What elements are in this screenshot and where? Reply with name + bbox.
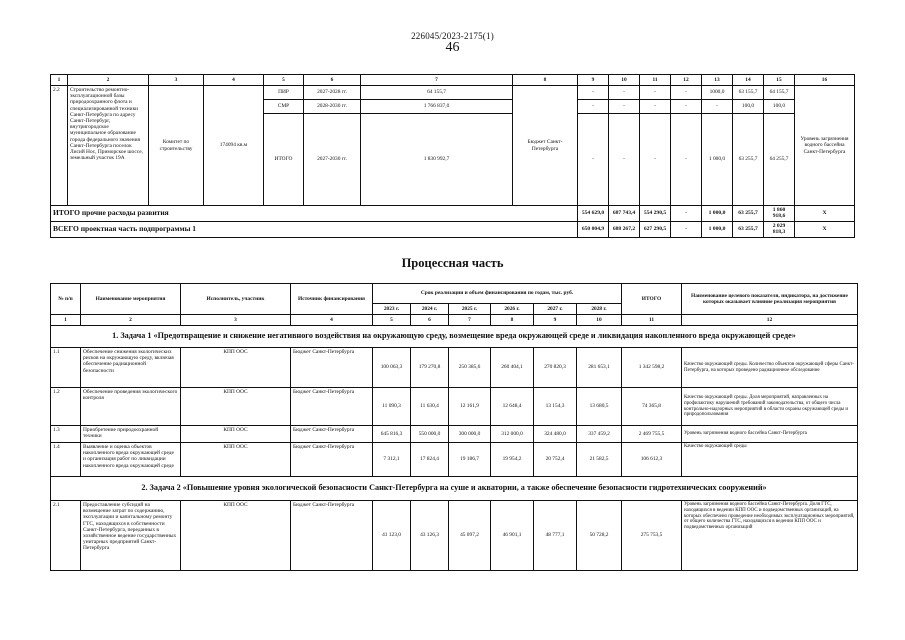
header-name: Наименование мероприятия	[81, 284, 181, 315]
total-value: 688 267,2	[609, 221, 640, 237]
document-number: 226045/2023-2175(1)	[411, 31, 494, 41]
value-cell: 300 000,0	[449, 426, 491, 443]
value-cell: 11 630,4	[411, 388, 449, 426]
col-num: 3	[149, 75, 204, 86]
value-cell: 64 255,7	[764, 114, 795, 206]
stage: ПИР	[264, 86, 304, 100]
value-cell: -	[702, 100, 733, 114]
executor: КПП ООС	[181, 501, 291, 571]
row-total: 106 612,3	[622, 443, 682, 477]
year-header: 2023 г.	[373, 304, 411, 315]
col-num: 3	[181, 315, 291, 326]
executor: КПП ООС	[181, 388, 291, 426]
row-number: 1.1	[51, 348, 81, 388]
value-cell: -	[578, 86, 609, 100]
section-title: Процессная часть	[401, 256, 504, 270]
value-cell: 11 090,3	[373, 388, 411, 426]
task-row	[51, 477, 858, 501]
total-value: -	[671, 206, 702, 222]
value-cell: 20 752,4	[534, 443, 577, 477]
col-num: 5	[373, 315, 411, 326]
total-mark: X	[795, 221, 855, 237]
value-cell: -	[640, 114, 671, 206]
measure-name: Предоставление субсидий на возмещение затрат по содержанию, эксплуатации и капитальному ремонту ГТС, находящихся в собственности Санкт-Петербурга, переданных в хозяйственное ведение государственных унитарных предприятий Санкт-Петербурга	[81, 501, 181, 571]
col-num: 8	[491, 315, 534, 326]
measure-name: Строительство ремонтно-эксплуатационной базы природоохранного флота и специализированной техники Санкт-Петербурга по адресу Санкт-Петербург, внутригородское муниципальное образование города федерального значения Санкт-Петербурга поселок Лисий Нос, Приморское шоссе, земельный участок 19А	[68, 86, 149, 206]
capacity: 174094 кв.м	[204, 86, 264, 206]
col-num: 9	[534, 315, 577, 326]
value-cell: 179 270,8	[411, 348, 449, 388]
col-num: 10	[577, 315, 622, 326]
indicator: Уровень загрязнения водного бассейна Санкт-Петербурга. Доля ГТС, находящихся в ведении КПП ООС и подведомственных организаций, на которых обеспечено проведение необходимых эксплуатационных мероприятий, от общего количества ГТС, находящихся в ведении КПП ООС и подведомственных организаций	[682, 501, 858, 571]
table-row	[51, 86, 855, 100]
col-num: 1	[51, 315, 81, 326]
value-cell: 645 816,3	[373, 426, 411, 443]
value-cell: 41 123,0	[373, 501, 411, 571]
table-row	[51, 348, 858, 388]
value-cell: -	[640, 86, 671, 100]
col-num: 4	[204, 75, 264, 86]
task-title: 2. Задача 2 «Повышение уровня экологической безопасности Санкт-Петербурга на суше и акватории, а также обеспечение безопасности гидротехнических сооружений»	[51, 477, 858, 501]
value-cell: 312 000,0	[491, 426, 534, 443]
col-num: 9	[578, 75, 609, 86]
value-cell: 7 312,1	[373, 443, 411, 477]
year-header: 2025 г.	[449, 304, 491, 315]
year-header: 2027 г.	[534, 304, 577, 315]
measure-name: Обеспечение проведения экологического контроля	[81, 388, 181, 426]
funding-source: Бюджет Санкт-Петербурга	[513, 86, 578, 206]
value-cell: -	[609, 114, 640, 206]
value-cell: -	[609, 100, 640, 114]
executor: Комитет по строительству	[149, 86, 204, 206]
col-num: 11	[622, 315, 682, 326]
value-cell: 48 777,1	[534, 501, 577, 571]
indicator: Качество окружающей среды	[682, 443, 858, 477]
header-period: Срок реализации и объем финансирования по годам, тыс. руб.	[373, 284, 622, 304]
value-cell: 50 728,2	[577, 501, 622, 571]
value-cell: 100,0	[764, 100, 795, 114]
executor: КПП ООС	[181, 443, 291, 477]
col-num: 2	[68, 75, 149, 86]
measure-name: Выявление и оценка объектов накопленного вреда окружающей среде и организация работ по ликвидации накопленного вреда окружающей среде	[81, 443, 181, 477]
total-value: 2 029 818,3	[764, 221, 795, 237]
value-cell: -	[671, 114, 702, 206]
stage: ИТОГО	[264, 114, 304, 206]
col-num: 13	[702, 75, 733, 86]
value-cell: 324 480,0	[534, 426, 577, 443]
total-value: 1 860 918,6	[764, 206, 795, 222]
total-value: 627 290,5	[640, 221, 671, 237]
executor: КПП ООС	[181, 426, 291, 443]
value-cell: 19 954,2	[491, 443, 534, 477]
value-cell: -	[609, 86, 640, 100]
total-label: ВСЕГО проектная часть подпрограммы 1	[51, 221, 578, 237]
funding-source: Бюджет Санкт-Петербурга	[291, 426, 373, 443]
cost: 1 830 992,7	[361, 114, 513, 206]
row-total: 1 342 598,2	[622, 348, 682, 388]
year-header: 2026 г.	[491, 304, 534, 315]
total-value: -	[671, 221, 702, 237]
col-num: 2	[81, 315, 181, 326]
row-number: 1.3	[51, 426, 81, 443]
header-row	[51, 284, 858, 304]
row-number: 1.4	[51, 443, 81, 477]
total-value: 687 743,4	[609, 206, 640, 222]
value-cell: 63 155,7	[733, 86, 764, 100]
row-total: 74 365,8	[622, 388, 682, 426]
funding-source: Бюджет Санкт-Петербурга	[291, 388, 373, 426]
funding-source: Бюджет Санкт-Петербурга	[291, 348, 373, 388]
total-mark: X	[795, 206, 855, 222]
header-executor: Исполнитель, участник	[181, 284, 291, 315]
total-value: 554 290,5	[640, 206, 671, 222]
row-number: 2.1	[51, 501, 81, 571]
value-cell: -	[671, 86, 702, 100]
col-num: 1	[51, 75, 68, 86]
funding-source: Бюджет Санкт-Петербурга	[291, 501, 373, 571]
indicator: Качество окружающей среды. Доля мероприятий, направленных на профилактику нарушений требований законодательства, от общего числа контрольно-надзорных мероприятий в области охраны окружающей среды и природопользования	[682, 388, 858, 426]
col-num: 14	[733, 75, 764, 86]
value-cell: 337 459,2	[577, 426, 622, 443]
col-num: 12	[671, 75, 702, 86]
header-source: Источник финансирования	[291, 284, 373, 315]
task-row	[51, 326, 858, 348]
value-cell: 45 097,2	[449, 501, 491, 571]
period: 2028-2030 гг.	[304, 100, 361, 114]
col-num: 7	[361, 75, 513, 86]
measure-name: Обеспечение снижения экологических рисков на окружающую среду, включая обеспечение радиационной безопасности	[81, 348, 181, 388]
value-cell: 12 648,4	[491, 388, 534, 426]
col-num: 4	[291, 315, 373, 326]
table-row	[51, 388, 858, 426]
column-number-row	[51, 75, 855, 86]
year-header: 2028 г.	[577, 304, 622, 315]
value-cell: 21 582,5	[577, 443, 622, 477]
header-total: ИТОГО	[622, 284, 682, 315]
col-num: 6	[411, 315, 449, 326]
row-number: 1.2	[51, 388, 81, 426]
col-num: 16	[795, 75, 855, 86]
measure-name: Приобретение природоохранной техники	[81, 426, 181, 443]
value-cell: 64 155,7	[764, 86, 795, 100]
value-cell: 17 824,4	[411, 443, 449, 477]
cost: 1 766 837,0	[361, 100, 513, 114]
value-cell: 100,0	[733, 100, 764, 114]
total-value: 1 000,0	[702, 221, 733, 237]
value-cell: -	[578, 114, 609, 206]
col-num: 8	[513, 75, 578, 86]
indicator: Уровень загрязнения водного бассейна Санкт-Петербурга	[682, 426, 858, 443]
header-indicator: Наименование целевого показателя, индикатора, на достижение которых оказывает влияние реализация мероприятия	[682, 284, 858, 315]
indicator: Качество окружающей среды. Количество объектов окружающей сферы Санкт-Петербурга, на которых проведено радиационное обследование	[682, 348, 858, 388]
value-cell: -	[578, 100, 609, 114]
period: 2027-2030 гг.	[304, 114, 361, 206]
value-cell: -	[640, 100, 671, 114]
year-header: 2024 г.	[411, 304, 449, 315]
period: 2027-2028 гг.	[304, 86, 361, 100]
value-cell: 260 404,1	[491, 348, 534, 388]
total-row	[51, 221, 855, 237]
total-value: 1 000,0	[702, 206, 733, 222]
col-num: 11	[640, 75, 671, 86]
column-number-row	[51, 315, 858, 326]
project-table	[50, 74, 855, 238]
value-cell: -	[671, 100, 702, 114]
col-num: 15	[764, 75, 795, 86]
value-cell: 13 680,5	[577, 388, 622, 426]
task-title: 1. Задача 1 «Предотвращение и снижение негативного воздействия на окружающую среду, возмещение вреда окружающей среде и ликвидация накопленного вреда окружающей среде»	[51, 326, 858, 348]
total-value: 63 255,7	[733, 221, 764, 237]
value-cell: 270 820,3	[534, 348, 577, 388]
row-total: 2 469 755,5	[622, 426, 682, 443]
col-num: 6	[304, 75, 361, 86]
value-cell: 1000,0	[702, 86, 733, 100]
value-cell: 43 126,3	[411, 501, 449, 571]
total-label: ИТОГО прочие расходы развития	[51, 206, 578, 222]
row-total: 275 753,5	[622, 501, 682, 571]
value-cell: 63 255,7	[733, 114, 764, 206]
value-cell: 281 653,1	[577, 348, 622, 388]
header-num: № п/п	[51, 284, 81, 315]
process-table	[50, 283, 858, 571]
indicator: Уровень загрязнения водного бассейна Санкт-Петербурга	[795, 86, 855, 206]
value-cell: 250 385,6	[449, 348, 491, 388]
value-cell: 1 000,0	[702, 114, 733, 206]
total-value: 650 004,9	[578, 221, 609, 237]
executor: КПП ООС	[181, 348, 291, 388]
value-cell: 46 901,1	[491, 501, 534, 571]
table-row	[51, 443, 858, 477]
page-number: 46	[445, 40, 460, 55]
value-cell: 13 154,3	[534, 388, 577, 426]
funding-source: Бюджет Санкт-Петербурга	[291, 443, 373, 477]
col-num: 7	[449, 315, 491, 326]
row-number: 2.2	[51, 86, 68, 206]
cost: 64 155,7	[361, 86, 513, 100]
total-value: 554 629,0	[578, 206, 609, 222]
col-num: 12	[682, 315, 858, 326]
col-num: 5	[264, 75, 304, 86]
value-cell: 19 186,7	[449, 443, 491, 477]
value-cell: 12 161,9	[449, 388, 491, 426]
table-row	[51, 501, 858, 571]
value-cell: 550 000,0	[411, 426, 449, 443]
col-num: 10	[609, 75, 640, 86]
stage: СМР	[264, 100, 304, 114]
total-value: 63 255,7	[733, 206, 764, 222]
total-row	[51, 206, 855, 222]
table-row	[51, 426, 858, 443]
value-cell: 100 063,3	[373, 348, 411, 388]
